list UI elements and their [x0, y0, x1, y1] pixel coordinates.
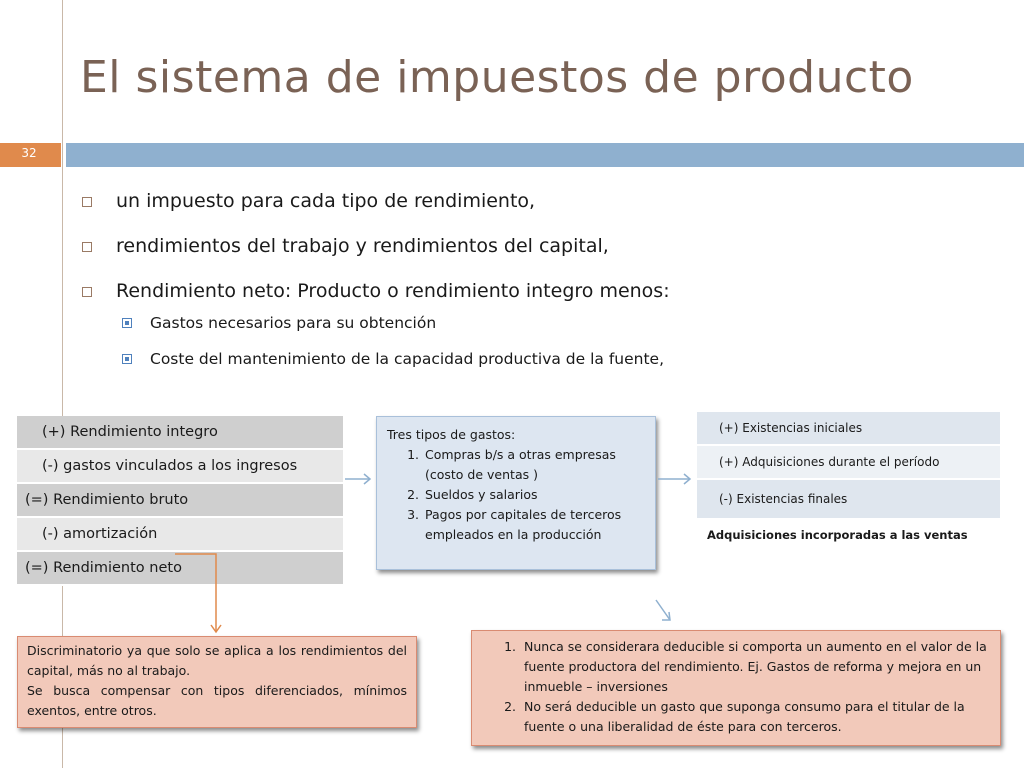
note-text: Se busca compensar con tipos diferenciados, mínimos exentos, entre otros.: [27, 683, 407, 718]
expense-types-list: [387, 445, 645, 545]
net-income-table: [17, 416, 343, 586]
table-row: (+) Existencias iniciales: [697, 412, 1000, 445]
list-item: 1. Compras b/s a otras empresas (costo de ventas ): [423, 445, 645, 485]
header-band: [0, 143, 1024, 167]
bullet-text: rendimientos del trabajo y rendimientos del capital,: [116, 235, 609, 257]
header-bar: [66, 143, 1024, 167]
table-row: (+) Adquisiciones durante el período: [697, 445, 1000, 479]
deductibility-rules-box: [471, 630, 1001, 746]
list-item: 2. Sueldos y salarios: [423, 485, 645, 505]
sub-bullet-text: Gastos necesarios para su obtención: [150, 314, 437, 332]
sub-bullet-text: Coste del mantenimiento de la capacidad productiva de la fuente,: [150, 350, 665, 368]
list-item: 1. Nunca se considerara deducible si comporta un aumento en el valor de la fuente productora del rendimiento. Ej. Gastos de reforma y mejora en un inmueble – inversiones: [520, 637, 988, 697]
sub-bullet-item: [122, 348, 982, 370]
filled-square-bullet-icon: [122, 318, 132, 328]
table-row: (+) Rendimiento integro: [17, 416, 343, 449]
table-row: (-) gastos vinculados a los ingresos: [17, 449, 343, 483]
table-row: (-) Existencias finales: [697, 479, 1000, 519]
arrow-right-icon: [658, 474, 690, 484]
bullet-item: [82, 233, 982, 259]
bullet-item: [82, 188, 982, 214]
square-bullet-icon: [82, 197, 92, 207]
slide-number: 32: [21, 146, 37, 160]
bullet-text: Rendimiento neto: Producto o rendimiento integro menos:: [116, 280, 670, 302]
filled-square-bullet-icon: [122, 354, 132, 364]
list-item: 2. No será deducible un gasto que suponga consumo para el titular de la fuente o una liberalidad de éste para con terceros.: [520, 697, 988, 737]
sub-bullet-item: [122, 312, 982, 334]
table-row: (=) Rendimiento bruto: [17, 483, 343, 517]
bullet-item: [82, 278, 982, 304]
table-row: (=) Rendimiento neto: [17, 551, 343, 585]
table-row: (-) amortización: [17, 517, 343, 551]
bullet-list: [82, 188, 982, 384]
discrimination-note-box: [17, 636, 417, 728]
slide-title: El sistema de impuestos de producto: [80, 52, 914, 103]
expense-types-box: [376, 416, 656, 570]
square-bullet-icon: [82, 287, 92, 297]
list-item: 3. Pagos por capitales de terceros empleados en la producción: [423, 505, 645, 545]
table-total-row: Adquisiciones incorporadas a las ventas: [697, 519, 1000, 551]
cost-of-sales-table: [697, 412, 1000, 552]
arrow-down-right-icon: [656, 600, 670, 620]
rules-list: [472, 637, 988, 737]
square-bullet-icon: [82, 242, 92, 252]
box-heading: Tres tipos de gastos:: [387, 427, 516, 442]
bullet-text: un impuesto para cada tipo de rendimiento,: [116, 190, 536, 212]
note-text: Discriminatorio ya que solo se aplica a los rendimientos del capital, más no al trabajo.: [27, 643, 407, 678]
arrow-right-icon: [345, 474, 370, 484]
